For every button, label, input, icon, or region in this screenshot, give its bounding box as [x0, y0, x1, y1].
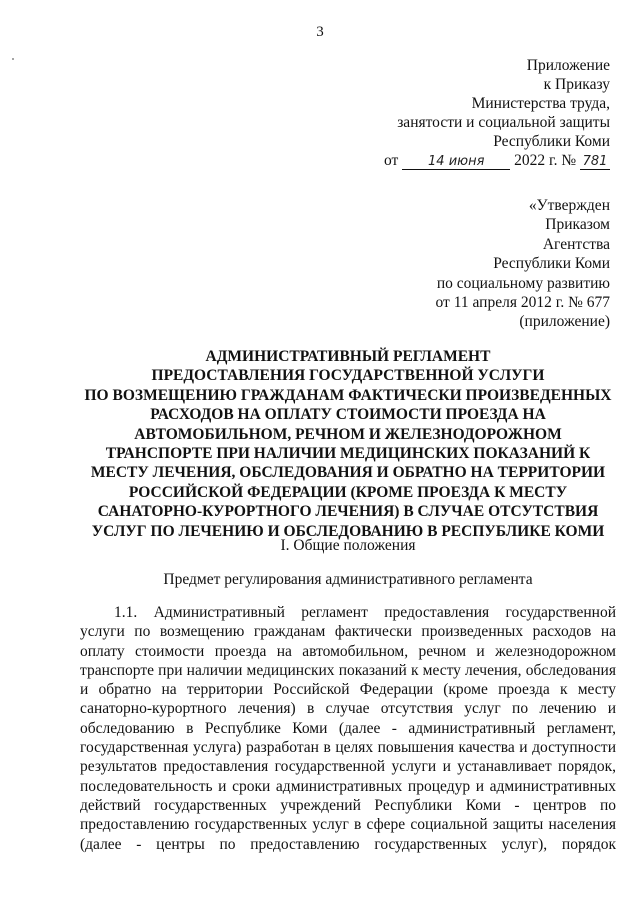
paragraph-line: услуги по возмещению гражданам фактически произведенных расходов на	[80, 623, 616, 641]
paragraph-line: результатов предоставления государственной услуги и устанавливает порядок,	[80, 758, 616, 776]
approval-line: Приказом	[545, 216, 610, 234]
approval-line: Республики Коми	[493, 255, 610, 273]
appendix-line: Министерства труда,	[471, 95, 610, 112]
order-prefix: от	[384, 152, 399, 169]
paragraph-line: предоставлению государственных услуг в сфере социальной защиты населения	[80, 816, 616, 834]
order-line	[384, 151, 610, 170]
title-line: САНАТОРНО-КУРОРТНОГО ЛЕЧЕНИЯ) В СЛУЧАЕ ОТСУТСТВИЯ	[97, 503, 599, 521]
approval-line: (приложение)	[519, 313, 610, 331]
approval-line: от 11 апреля 2012 г. № 677	[435, 294, 610, 312]
appendix-line: Республики Коми	[493, 133, 610, 150]
paragraph-line: (далее - центры по предоставлению государственных услуг), порядок	[80, 835, 616, 853]
paragraph-line: санаторно-курортного лечения) в случае отсутствия услуг по лечению и	[80, 700, 616, 718]
paragraph-line: 1.1. Административный регламент предоставления государственной	[114, 604, 616, 621]
approval-line: по социальному развитию	[436, 274, 610, 292]
handwritten-order-date: 14 июня	[402, 154, 510, 170]
paragraph-line: обследованию в Республике Коми (далее - административный регламент,	[80, 719, 616, 737]
paragraph-line: действий государственных учреждений Республики Коми - центров по	[80, 796, 616, 814]
order-year: 2022 г. №	[514, 152, 577, 169]
appendix-line: занятости и социальной защиты	[397, 114, 610, 131]
body-paragraph	[80, 603, 616, 854]
appendix-line: к Приказу	[543, 76, 610, 93]
paragraph-line: государственная услуга) разработан в целях повышения качества и доступности	[80, 739, 616, 757]
title-line: РОССИЙСКОЙ ФЕДЕРАЦИИ (КРОМЕ ПРОЕЗДА К МЕСТУ	[128, 483, 568, 501]
appendix-block	[384, 56, 610, 170]
approval-line: «Утвержден	[528, 197, 610, 214]
title-line: РАСХОДОВ НА ОПЛАТУ СТОИМОСТИ ПРОЕЗДА НА	[150, 406, 546, 424]
appendix-line: Приложение	[526, 57, 610, 74]
approval-block	[436, 196, 610, 332]
scan-speck	[12, 58, 14, 60]
paragraph-line: и обратно на территории Российской Федерации (кроме проезда к месту	[80, 681, 616, 699]
title-line: ПРЕДОСТАВЛЕНИЯ ГОСУДАРСТВЕННОЙ УСЛУГИ	[151, 367, 545, 385]
document-title	[80, 347, 616, 541]
paragraph-line: транспорте при наличии медицинских показаний к месту лечения, обследования	[80, 661, 616, 679]
approval-line: Агентства	[542, 235, 610, 253]
paragraph-line: оплату стоимости проезда на автомобильном, речном и железнодорожном	[80, 642, 616, 660]
title-line: ПО ВОЗМЕЩЕНИЮ ГРАЖДАНАМ ФАКТИЧЕСКИ ПРОИЗВЕДЕННЫХ	[84, 386, 612, 404]
title-line: ТРАНСПОРТЕ ПРИ НАЛИЧИИ МЕДИЦИНСКИХ ПОКАЗАНИЙ К	[105, 445, 591, 463]
handwritten-order-number: 781	[580, 154, 610, 170]
title-line: МЕСТУ ЛЕЧЕНИЯ, ОБСЛЕДОВАНИЯ И ОБРАТНО НА ТЕРРИТОРИИ	[90, 464, 606, 482]
title-line: АВТОМОБИЛЬНОМ, РЕЧНОМ И ЖЕЛЕЗНОДОРОЖНОМ	[134, 425, 562, 443]
page-number: 3	[316, 24, 324, 40]
title-line: АДМИНИСТРАТИВНЫЙ РЕГЛАМЕНТ	[205, 348, 491, 365]
title-line: УСЛУГ ПО ЛЕЧЕНИЮ И ОБСЛЕДОВАНИЮ В РЕСПУБЛИКЕ КОМИ	[91, 522, 605, 540]
paragraph-line: последовательность и сроки административных процедур и административных	[80, 777, 616, 795]
section-heading: I. Общие положения	[280, 537, 416, 554]
subject-heading: Предмет регулирования административного регламента	[163, 571, 533, 588]
